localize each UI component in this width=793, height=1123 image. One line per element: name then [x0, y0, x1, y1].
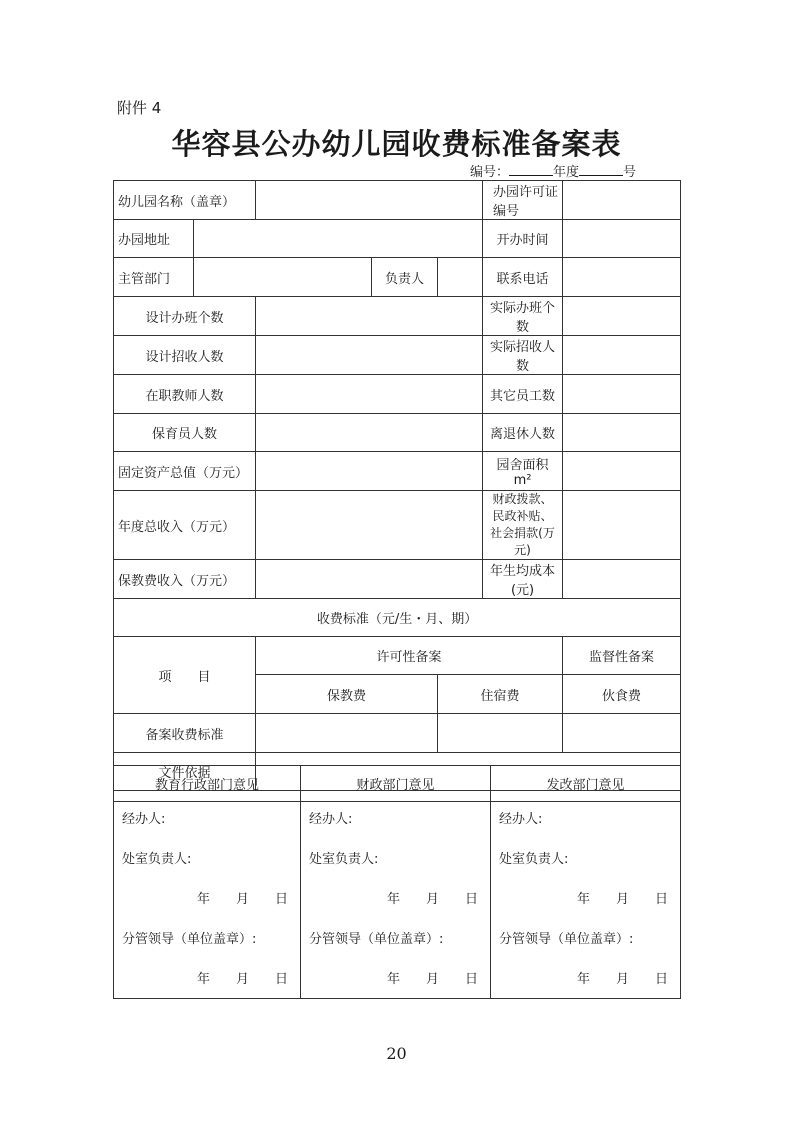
table-row: [114, 766, 681, 802]
phone-label: 联系电话: [483, 258, 563, 297]
fixed-assets-value[interactable]: [256, 452, 483, 491]
office-head-label: 处室负责人:: [499, 852, 569, 867]
filed-standard-label: 备案收费标准: [114, 714, 256, 753]
kindergarten-name-label: 幼儿园名称（盖章）: [114, 181, 256, 220]
handler-label: 经办人:: [122, 812, 166, 827]
area-unit: m²: [513, 473, 532, 488]
table-row: [114, 452, 681, 491]
development-opinion-box[interactable]: [491, 802, 681, 999]
building-area-value[interactable]: [563, 452, 681, 491]
address-label: 办园地址: [114, 220, 194, 258]
annual-income-label: 年度总收入（万元）: [114, 491, 256, 560]
page-number: 20: [386, 1044, 407, 1063]
office-head-label: 处室负责人:: [309, 852, 379, 867]
planned-classes-value[interactable]: [256, 297, 483, 336]
handler-label: 经办人:: [309, 812, 353, 827]
filed-meal-value[interactable]: [563, 714, 681, 753]
table-row: [114, 491, 681, 560]
attachment-label: 附件 4: [117, 99, 162, 117]
other-staff-label: 其它员工数: [483, 375, 563, 414]
fee-section-title: 收费标准（元/生・月、期）: [114, 599, 681, 637]
item-label: 项 目: [114, 637, 256, 714]
caregivers-label: 保育员人数: [114, 414, 256, 452]
cost-per-student-value[interactable]: [563, 560, 681, 599]
licensed-filing-label: 许可性备案: [256, 637, 563, 675]
table-row: [114, 297, 681, 336]
serial-no-label: 号: [623, 165, 637, 180]
annual-income-value[interactable]: [256, 491, 483, 560]
phone-value[interactable]: [563, 258, 681, 297]
fiscal-funds-value[interactable]: [563, 491, 681, 560]
table-row: [114, 375, 681, 414]
fiscal-funds-label: 财政拨款、民政补贴、社会捐款(万元): [483, 491, 563, 560]
serial-blank-2[interactable]: [579, 165, 623, 176]
meal-fee-label: 伙食费: [563, 675, 681, 714]
planned-enrollment-label: 设计招收人数: [114, 336, 256, 375]
date-line: 年 月 日: [196, 972, 288, 987]
table-row: [114, 336, 681, 375]
authority-label: 主管部门: [114, 258, 194, 297]
serial-year-label: 年度: [553, 165, 580, 180]
table-row: [114, 560, 681, 599]
development-opinion-header: 发改部门意见: [491, 766, 681, 802]
actual-classes-value[interactable]: [563, 297, 681, 336]
supervised-filing-label: 监督性备案: [563, 637, 681, 675]
page-title: 华容县公办幼儿园收费标准备案表: [171, 127, 622, 161]
serial-number-line: [470, 161, 636, 180]
opinions-table: [113, 765, 681, 999]
table-row: [114, 802, 681, 999]
basis-label: 文件依据: [114, 753, 256, 791]
actual-classes-label: 实际办班个数: [483, 297, 563, 336]
teachers-label: 在职教师人数: [114, 375, 256, 414]
education-opinion-box[interactable]: [114, 802, 301, 999]
table-row: [114, 599, 681, 637]
table-row: [114, 220, 681, 258]
finance-opinion-header: 财政部门意见: [301, 766, 491, 802]
address-value[interactable]: [194, 220, 483, 258]
fixed-assets-label: 固定资产总值（万元）: [114, 452, 256, 491]
tuition-fee-label: 保教费: [256, 675, 438, 714]
table-row: [114, 414, 681, 452]
open-date-label: 开办时间: [483, 220, 563, 258]
other-staff-value[interactable]: [563, 375, 681, 414]
date-line: 年 月 日: [576, 972, 668, 987]
leader-label: 分管领导（单位盖章）:: [309, 932, 444, 947]
building-area-label: 园舍面积 m²: [483, 452, 563, 491]
license-no-value[interactable]: [563, 181, 681, 220]
finance-opinion-box[interactable]: [301, 802, 491, 999]
person-in-charge-label: 负责人: [372, 258, 438, 297]
serial-label: 编号：: [470, 165, 510, 180]
leader-label: 分管领导（单位盖章）:: [122, 932, 257, 947]
person-in-charge-value[interactable]: [438, 258, 483, 297]
table-row: [114, 637, 681, 675]
authority-value[interactable]: [194, 258, 372, 297]
filing-form-table: [113, 180, 681, 791]
education-opinion-header: 教育行政部门意见: [114, 766, 301, 802]
license-no-label: 办园许可证编号: [483, 181, 563, 220]
serial-blank-1[interactable]: [509, 165, 553, 176]
tuition-income-value[interactable]: [256, 560, 483, 599]
cost-per-student-label: 年生均成本(元): [483, 560, 563, 599]
table-row: [114, 181, 681, 220]
date-line: 年 月 日: [386, 892, 478, 907]
retired-label: 离退休人数: [483, 414, 563, 452]
table-row: [114, 714, 681, 753]
filed-tuition-value[interactable]: [256, 714, 438, 753]
leader-label: 分管领导（单位盖章）:: [499, 932, 634, 947]
kindergarten-name-value[interactable]: [256, 181, 483, 220]
table-row: [114, 258, 681, 297]
tuition-income-label: 保教费收入（万元）: [114, 560, 256, 599]
open-date-value[interactable]: [563, 220, 681, 258]
retired-value[interactable]: [563, 414, 681, 452]
actual-enrollment-label: 实际招收人数: [483, 336, 563, 375]
date-line: 年 月 日: [196, 892, 288, 907]
filed-accommodation-value[interactable]: [438, 714, 563, 753]
caregivers-value[interactable]: [256, 414, 483, 452]
accommodation-fee-label: 住宿费: [438, 675, 563, 714]
teachers-value[interactable]: [256, 375, 483, 414]
handler-label: 经办人:: [499, 812, 543, 827]
date-line: 年 月 日: [576, 892, 668, 907]
date-line: 年 月 日: [386, 972, 478, 987]
office-head-label: 处室负责人:: [122, 852, 192, 867]
actual-enrollment-value[interactable]: [563, 336, 681, 375]
planned-enrollment-value[interactable]: [256, 336, 483, 375]
planned-classes-label: 设计办班个数: [114, 297, 256, 336]
